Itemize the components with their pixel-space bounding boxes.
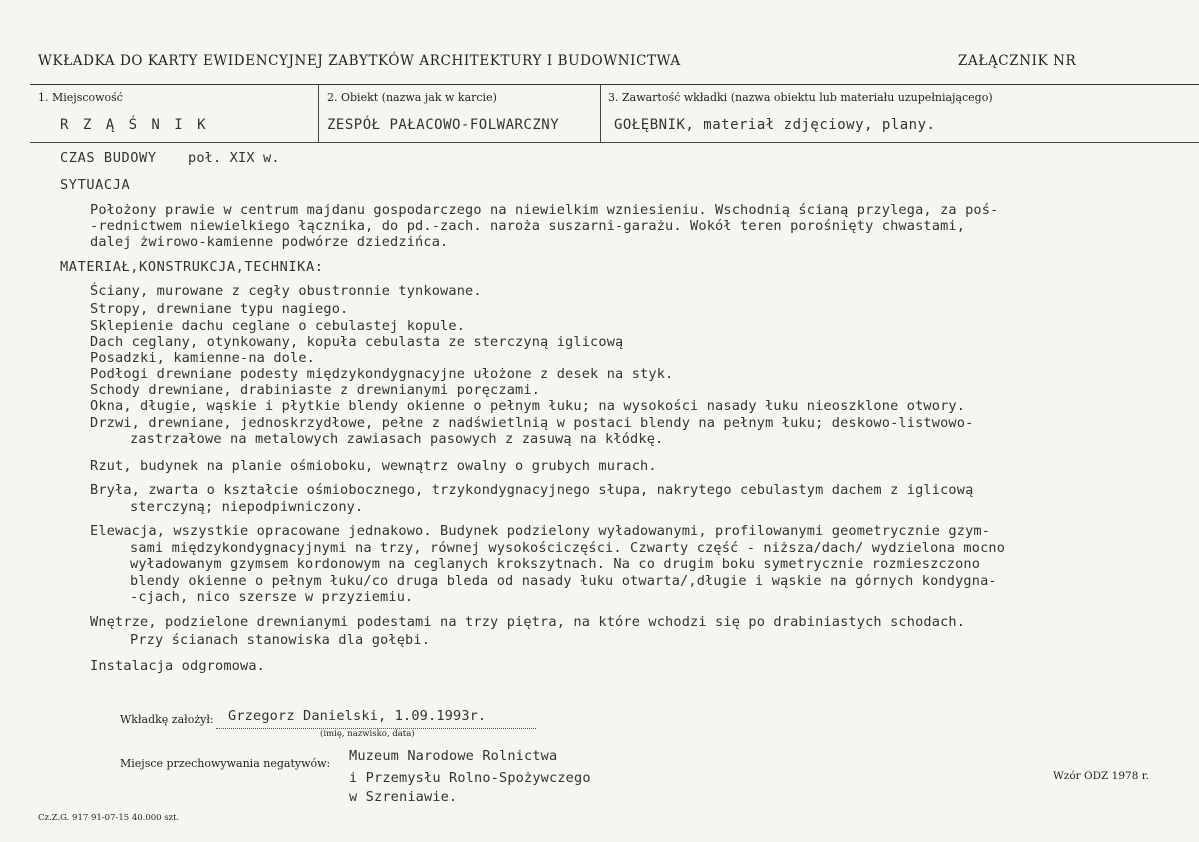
material-line: Posadzki, kamienne-na dole. xyxy=(90,350,316,366)
material-line: Okna, długie, wąskie i płytkie blendy okienne o pełnym łuku; na wysokości nasady łuku nieoszklone otwory. xyxy=(90,398,966,414)
interior-line: Wnętrze, podzielone drewnianymi podestami na trzy piętra, na które wchodzi się po drabiniastych schodach. xyxy=(90,614,966,630)
situation-line: -rednictwem niewielkiego łącznika, do pd.-zach. naroża suszarni-garażu. Wokół teren porośnięty chwastami, xyxy=(90,218,966,234)
field-value-contents: GOŁĘBNIK, materiał zdjęciowy, plany. xyxy=(614,117,936,133)
card-title: WKŁADKA DO KARTY EWIDENCYJNEJ ZABYTKÓW ARCHITEKTURY I BUDOWNICTWA xyxy=(38,53,681,69)
author-value: Grzegorz Danielski, 1.09.1993r. xyxy=(228,708,487,724)
construction-time-value: poł. XIX w. xyxy=(188,150,280,166)
installation-line: Instalacja odgromowa. xyxy=(90,658,266,674)
massing-line: Bryła, zwarta o kształcie ośmiobocznego, trzykondygnacyjnego słupa, nakrytego cebulastym dachem z iglicową xyxy=(90,482,974,498)
material-line: Sklepienie dachu ceglane o cebulastej kopule. xyxy=(90,318,466,334)
material-label: MATERIAŁ,KONSTRUKCJA,TECHNIKA: xyxy=(60,259,324,275)
negatives-location-line: Muzeum Narodowe Rolnictwa xyxy=(349,748,558,764)
fields-rule xyxy=(30,142,1199,143)
author-hint: (imię, nazwisko, data) xyxy=(320,729,415,739)
construction-time-label: CZAS BUDOWY xyxy=(60,150,157,166)
negatives-location-label: Miejsce przechowywania negatywów: xyxy=(120,757,331,770)
material-line: Podłogi drewniane podesty międzykondygnacyjne ułożone z desek na styk. xyxy=(90,366,674,382)
material-line: Schody drewniane, drabiniaste z drewnianymi poręczami. xyxy=(90,382,541,398)
material-line: Dach ceglany, otynkowany, kopuła cebulasta ze sterczyną iglicową xyxy=(90,334,624,350)
form-model: Wzór ODZ 1978 r. xyxy=(1053,770,1149,782)
field-label-contents: 3. Zawartość wkładki (nazwa obiektu lub materiału uzupełniającego) xyxy=(608,91,993,104)
material-line: Ściany, murowane z cegły obustronnie tynkowane. xyxy=(90,283,482,299)
situation-line: Położony prawie w centrum majdanu gospodarczego na niewielkim wzniesieniu. Wschodnią ścianą przylega, za poś- xyxy=(90,202,999,218)
elevation-line: blendy okienne o pełnym łuku/co druga bleda od nasady łuku otwarta/,długie i wąskie na górnych kondygna- xyxy=(130,573,997,589)
elevation-line: sami międzykondygnacyjnymi na trzy, równej wysokościczęści. Czwarty część - niższa/dach/ wydzielona mocno xyxy=(130,540,1006,556)
negatives-location-line: i Przemysłu Rolno-Spożywczego xyxy=(349,770,591,786)
elevation-line: wyładowanym gzymsem kordonowym na ceglanych krokszytnach. Na co drugim boku symetrycznie rozmieszczono xyxy=(130,556,981,572)
field-divider xyxy=(600,85,601,142)
situation-label: SYTUACJA xyxy=(60,177,131,193)
material-line: Drzwi, drewniane, jednoskrzydłowe, pełne z nadświetlnią w postaci blendy na pełnym łuku; deskowo-listwowo- xyxy=(90,415,974,431)
field-value-locality: R Z Ą Ś N I K xyxy=(60,117,209,133)
material-line: Stropy, drewniane typu nagiego. xyxy=(90,301,349,317)
attachment-number-label: ZAŁĄCZNIK NR xyxy=(958,53,1077,69)
material-line: zastrzałowe na metalowych zawiasach pasowych z zasuwą na kłódkę. xyxy=(130,431,664,447)
author-label: Wkładkę założył: xyxy=(120,713,214,726)
elevation-line: Elewacja, wszystkie opracowane jednakowo. Budynek podzielony wyładowanymi, profilowanymi geometrycznie gzym- xyxy=(90,523,991,539)
field-divider xyxy=(318,85,319,142)
negatives-location-line: w Szreniawie. xyxy=(349,789,458,805)
header-rule xyxy=(30,84,1199,85)
field-label-object: 2. Obiekt (nazwa jak w karcie) xyxy=(327,91,497,104)
interior-line: Przy ścianach stanowiska dla gołębi. xyxy=(130,632,431,648)
elevation-line: -cjach, nico szersze w przyziemiu. xyxy=(130,589,414,605)
field-value-object: ZESPÓŁ PAŁACOWO-FOLWARCZNY xyxy=(327,117,560,133)
field-label-locality: 1. Miejscowość xyxy=(38,91,123,104)
situation-line: dalej żwirowo-kamienne podwórze dziedzińca. xyxy=(90,234,449,250)
plan-line: Rzut, budynek na planie ośmioboku, wewnątrz owalny o grubych murach. xyxy=(90,458,657,474)
print-code: Cz.Z.G. 917 91-07-15 40.000 szt. xyxy=(38,813,180,823)
massing-line: sterczyną; niepodpiwniczony. xyxy=(130,499,364,515)
